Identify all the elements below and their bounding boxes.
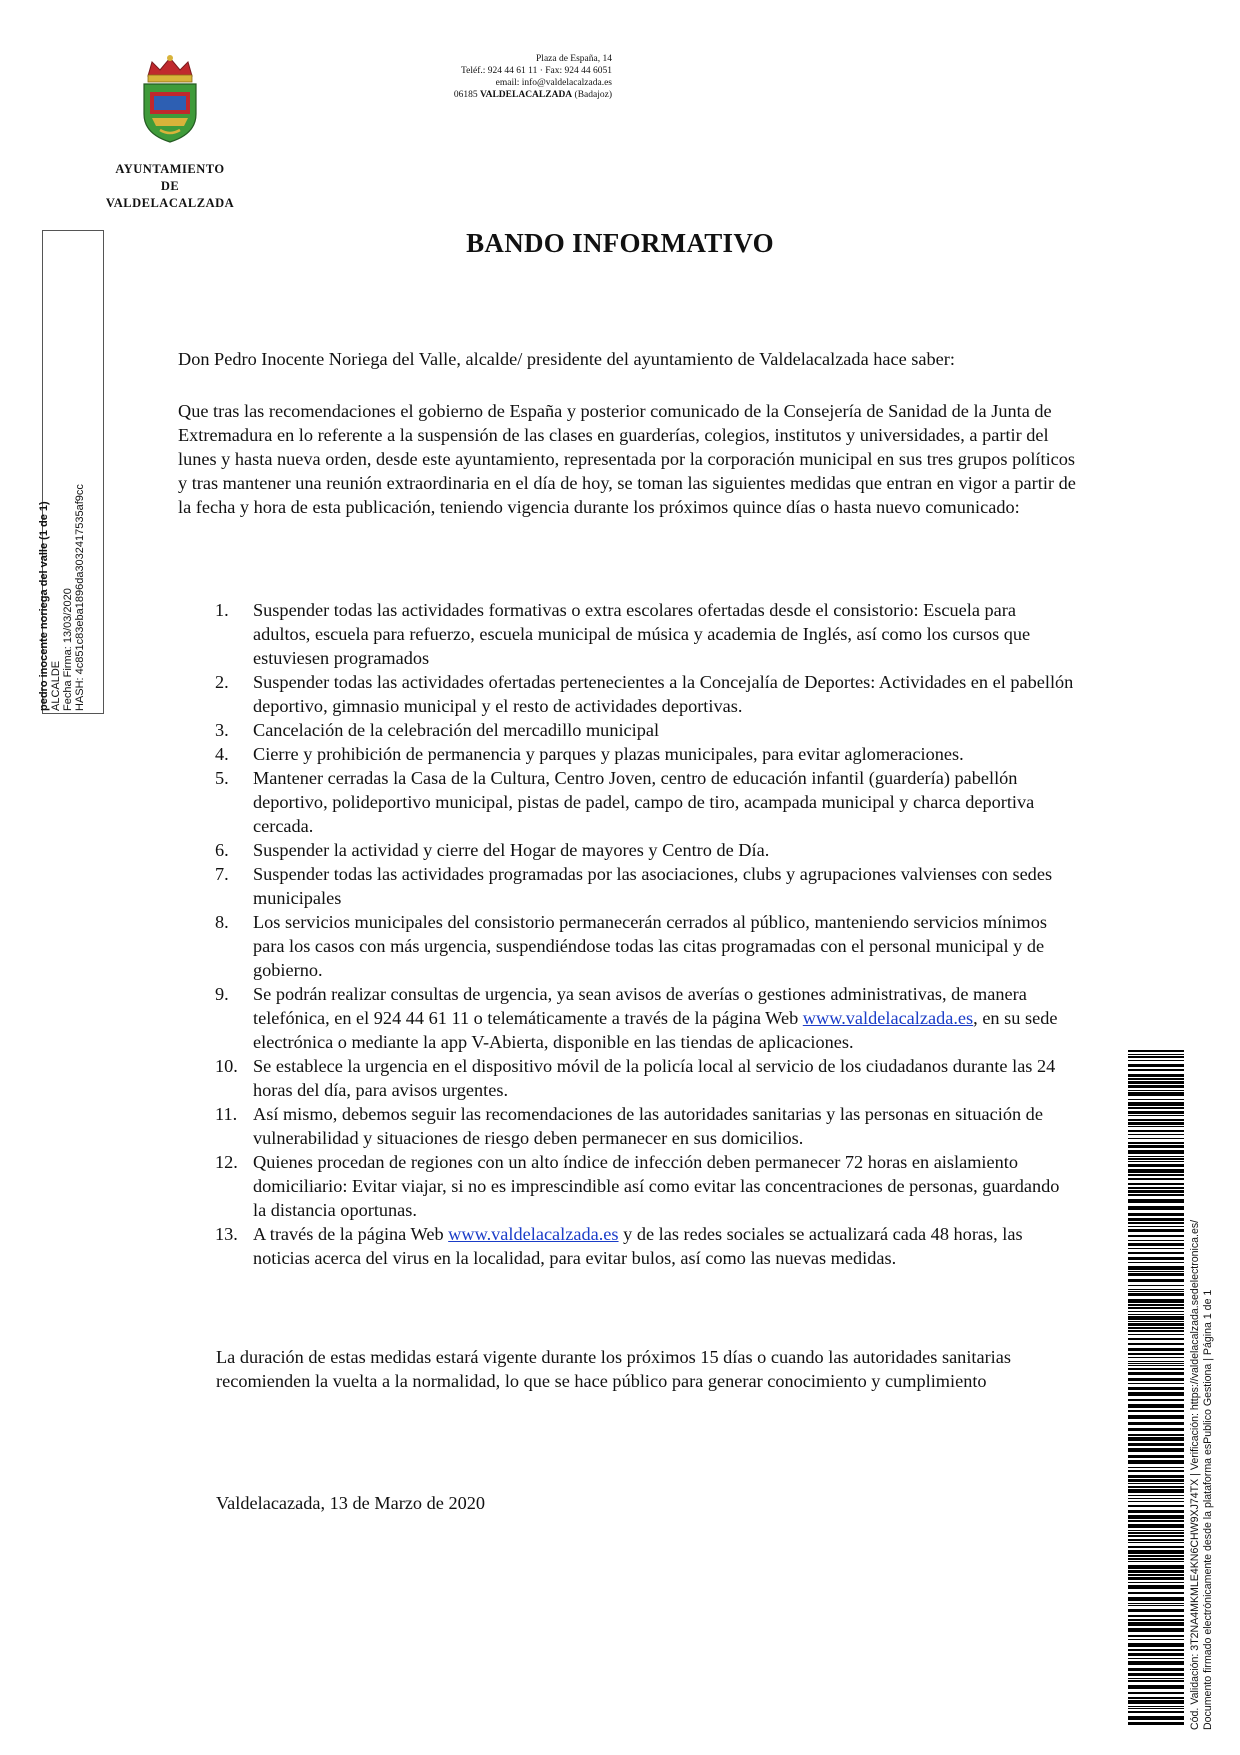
postal-code: 06185: [453, 90, 478, 100]
municipality-line-2: DE: [160, 179, 180, 193]
postal-province: (Badajoz): [574, 90, 612, 100]
list-item: 6. Suspender la actividad y cierre del Hogar de mayores y Centro de Día.: [215, 840, 770, 860]
verification-note: Documento firmado electrónicamente desde la plataforma esPublico Gestiona | Página 1 de 1: [1202, 1289, 1214, 1730]
list-item: 10. Se establece la urgencia en el dispositivo móvil de la policía local al servicio de los ciudadanos durante las 24 horas del día, para avisos urgentes.: [215, 1056, 1056, 1100]
document-title: BANDO INFORMATIVO: [466, 228, 774, 258]
contact-block: [380, 53, 612, 101]
barcode-icon: [1128, 1050, 1184, 1730]
body-paragraph: Que tras las recomendaciones el gobierno de España y posterior comunicado de la Consejería de Sanidad de la Junta de Extremadura en lo referente a la suspensión de las clases en guarderías, colegios, institutos y universidades, a partir del lunes y hasta nueva orden, desde este ayuntamiento, representada por la corporación municipal en sus tres grupos políticos y tras mantener una reunión extraordinaria en el día de hoy, se toman las siguientes medidas que entran en vigor a partir de la fecha y hora de esta publicación, teniendo vigencia durante los próximos quince días o hasta nuevo comunicado:: [178, 401, 1076, 517]
list-item: 3. Cancelación de la celebración del mercadillo municipal: [215, 720, 660, 740]
signature-date: Fecha Firma: 13/03/2020: [62, 588, 74, 711]
closing-paragraph: La duración de estas medidas estará vigente durante los próximos 15 días o cuando las autoridades sanitarias recomienden la vuelta a la normalidad, lo que se hace público para generar conocimiento y cumplimiento: [216, 1347, 1011, 1391]
signer-name: pedro inocente noriega del valle (1 de 1): [38, 501, 50, 711]
postal-line: [380, 89, 612, 101]
list-item: 13. A través de la página Web www.valdelacalzada.es y de las redes sociales se actualizará cada 48 horas, las noticias acerca del virus en la localidad, para evitar bulos, así como las nuevas medidas.: [215, 1224, 1023, 1268]
signature-stamp: [38, 230, 102, 712]
measures-list: [215, 598, 1075, 1270]
coat-of-arms-icon: [128, 52, 212, 146]
list-item: 9. Se podrán realizar consultas de urgencia, ya sean avisos de averías o gestiones administrativas, de manera telefónica, en el 924 44 61 11 o telemáticamente a través de la página Web www.valdelacalzada.es, en su sede electrónica o mediante la app V-Abierta, disponible en las tiendas de aplicaciones.: [215, 984, 1058, 1052]
signature-hash: HASH: 4c851c83eba1896da3032417535af9cc: [74, 484, 86, 711]
list-item: 5. Mantener cerradas la Casa de la Cultura, Centro Joven, centro de educación infantil (guardería) pabellón deportivo, polideportivo municipal, pistas de padel, campo de tiro, acampada municipal y charca deportiva cercada.: [215, 768, 1035, 836]
list-item: 11. Así mismo, debemos seguir las recomendaciones de las autoridades sanitarias y las personas en situación de vulnerabilidad y situaciones de riesgo deben permanecer en sus domicilios.: [215, 1104, 1043, 1148]
list-item: 1. Suspender todas las actividades formativas o extra escolares ofertadas desde el consistorio: Escuela para adultos, escuela para refuerzo, escuela municipal de música y academia de Inglés, así como los cursos que estuviesen programados: [215, 600, 1031, 668]
postal-town: VALDELACALZADA: [479, 90, 573, 100]
list-item: 12. Quienes procedan de regiones con un alto índice de infección deben permanecer 72 horas en aislamiento domiciliario: Evitar viajar, si no es imprescindible así como evitar las concentraciones de personas, guardando la distancia oportunas.: [215, 1152, 1060, 1220]
date-line: Valdelacazada, 13 de Marzo de 2020: [216, 1493, 486, 1513]
municipality-line-3: VALDELACALZADA: [105, 196, 235, 210]
municipality-logo: [100, 52, 240, 212]
address-line: Plaza de España, 14: [536, 54, 612, 64]
email-line: email: info@valdelacalzada.es: [495, 78, 612, 88]
verification-code: Cód. Validación: 3T2NA4MKMLE4KN6CHW9XJ74TX | Verificación: https://valdelacalzada.sedelectronica.es/: [1189, 1219, 1201, 1730]
list-item: 2. Suspender todas las actividades ofertadas pertenecientes a la Concejalía de Deportes: Actividades en el pabellón deportivo, gimnasio municipal y el resto de actividades deportivas.: [215, 672, 1074, 716]
website-link[interactable]: www.valdelacalzada.es: [448, 1224, 619, 1244]
verification-stamp: [1182, 1050, 1222, 1730]
list-item: 7. Suspender todas las actividades programadas por las asociaciones, clubs y agrupaciones valvienses con sedes municipales: [215, 864, 1053, 908]
list-item: 8. Los servicios municipales del consistorio permanecerán cerrados al público, manteniendo servicios mínimos para los casos con más urgencia, suspendiéndose todas las citas programadas con el personal municipal y de gobierno.: [215, 912, 1047, 980]
list-item: 4. Cierre y prohibición de permanencia y parques y plazas municipales, para evitar aglomeraciones.: [215, 744, 964, 764]
intro-paragraph: Don Pedro Inocente Noriega del Valle, alcalde/ presidente del ayuntamiento de Valdelacalzada hace saber:: [178, 349, 955, 369]
phone-fax-line: Teléf.: 924 44 61 11 · Fax: 924 44 6051: [461, 66, 612, 76]
signer-role: ALCALDE: [50, 660, 62, 711]
website-link[interactable]: www.valdelacalzada.es: [802, 1008, 974, 1028]
municipality-line-1: AYUNTAMIENTO: [115, 162, 225, 176]
